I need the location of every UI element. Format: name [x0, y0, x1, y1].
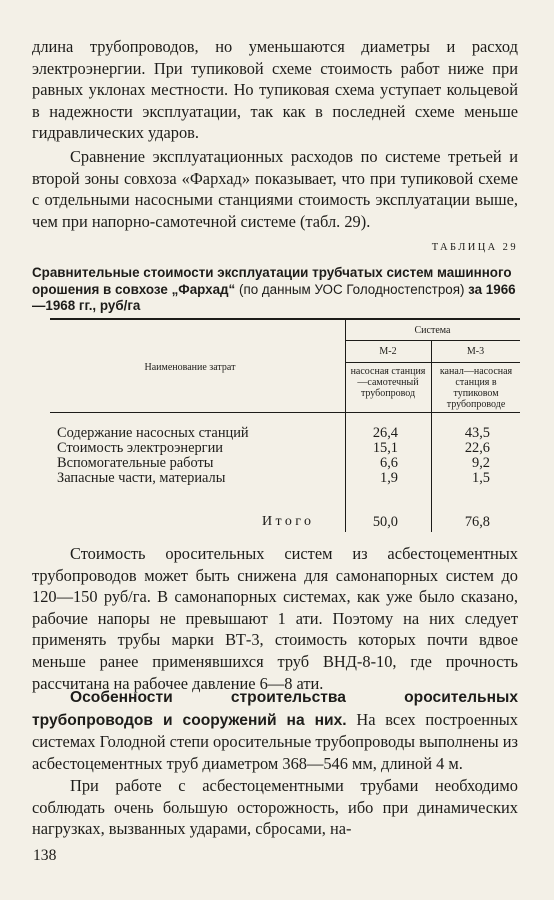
table-number-label: ТАБЛИЦА 29 — [431, 242, 518, 253]
value-m2-electricity: 15,1 — [372, 440, 398, 456]
header-cost-name: Наименование затрат — [144, 362, 236, 373]
paragraph-after-table: Стоимость оросительных систем из асбестоцементных трубопроводов может быть снижена для самонапорных систем до 120—150 руб/га. В самонапорных системах, как уже было сказано, рабочие напоры не превышают 1 ати. Поэтому на них следует применять трубы марки ВТ-3, стоимость которых почти вдвое меньше ранее применявшихся труб ВНД-8-10, где прочность рассчитана на рабочее давление 6—8 ати. — [32, 544, 518, 693]
header-m2: М-2 — [379, 346, 397, 357]
header-m2-description: насосная станция—самотечный трубопровод — [350, 366, 426, 399]
header-m3-description: канал—насосная станция в тупиковом трубопроводе — [439, 366, 513, 410]
intro-paragraph-2: Сравнение эксплуатационных расходов по системе третьей и второй зоны совхоза «Фархад» показывает, что при тупиковой схеме с отдельными насосными станциями стоимость эксплуатации выше, чем при напорно-самотечной системе (табл. 29). — [32, 147, 518, 231]
value-m3-spare-parts: 1,5 — [472, 470, 490, 486]
section-heading: Особенности строительства оросительных трубопроводов и сооружений на них. — [32, 689, 518, 729]
value-m3-auxiliary: 9,2 — [472, 455, 490, 471]
table-top-rule — [50, 318, 520, 320]
total-m3: 76,8 — [464, 514, 490, 530]
page-number: 138 — [33, 847, 57, 864]
value-m2-spare-parts: 1,9 — [380, 470, 398, 486]
row-label-pump-stations: Содержание насосных станций — [57, 425, 249, 441]
section-text: На всех построенных системах Голодной степи оросительные трубопроводы выполнены из асбестоцементных труб диаметром 368—546 мм, длиной 4 м. — [32, 709, 518, 773]
row-label-electricity: Стоимость электроэнергии — [57, 440, 223, 456]
header-m3: М-3 — [466, 346, 485, 357]
last-paragraph: При работе с асбестоцементными трубами необходимо соблюдать очень большую осторожность, ибо при динамических нагрузках, вызванных ударами, сбросами, на- — [32, 776, 518, 839]
value-m2-auxiliary: 6,6 — [380, 455, 398, 471]
header-system: Система — [414, 325, 451, 336]
caption-source: (по данным УОС Голодностепстроя) — [238, 281, 465, 297]
row-label-spare-parts: Запасные части, материалы — [57, 470, 226, 486]
total-m2: 50,0 — [372, 514, 398, 530]
subheader-rule — [345, 362, 520, 363]
intro-paragraph-1: длина трубопроводов, но уменьшаются диаметры и расход электроэнергии. При тупиковой схеме стоимость работ ниже при равных уклонах местности. Но тупиковая схема уступает кольцевой в надежности эксплуатации, так как в последней схеме меньше гидравлических ударов. — [32, 37, 518, 143]
total-label: Итого — [262, 514, 315, 529]
section-paragraph — [32, 686, 518, 774]
value-m2-pump-stations: 26,4 — [372, 425, 398, 441]
caption-bold-part-2: за 1966—1968 гг., руб/га — [32, 281, 516, 314]
header-bottom-rule — [50, 412, 520, 413]
value-m3-electricity: 22,6 — [464, 440, 490, 456]
row-label-auxiliary: Вспомогательные работы — [57, 455, 214, 471]
system-header-rule — [345, 340, 520, 341]
caption-bold-part-1: Сравнительные стоимости эксплуатации трубчатых систем машинного орошения в совхозе „Фархад“ — [32, 265, 512, 297]
value-m3-pump-stations: 43,5 — [464, 425, 490, 441]
